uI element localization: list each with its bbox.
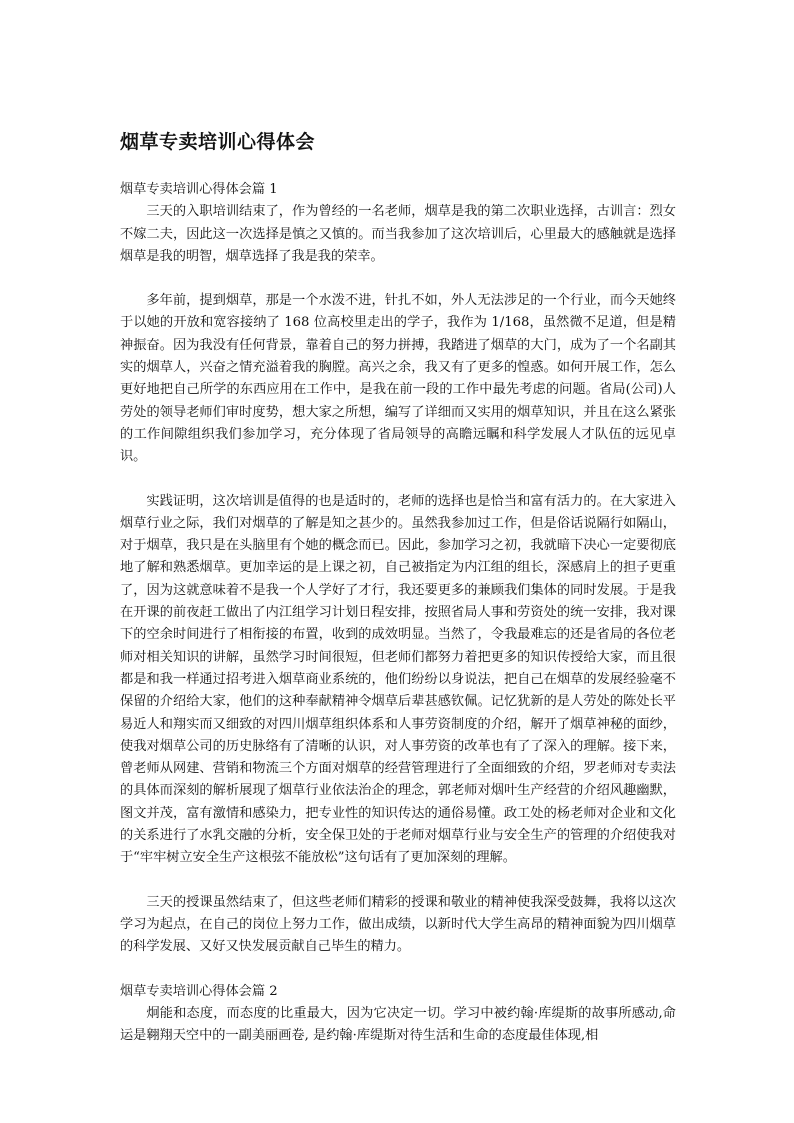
section-heading-1: 烟草专卖培训心得体会篇 1 <box>120 182 278 197</box>
paragraph-spacer <box>120 268 676 290</box>
section-1-paragraph-2: 多年前，提到烟草，那是一个水泼不进，针扎不如，外人无法涉足的一个行业，而今天她终于以她的开放和宽容接纳了 168 位高校里走出的学子，我作为 1/168，虽然微不足道，但是精神振奋。因为我没有任何背景，靠着自己的努力拼搏，我踏进了烟草的大门，成为了一个名副其实的烟草人，兴奋之情充溢着我的胸膛。高兴之余，我又有了更多的惶惑。如何开展工作，怎么更好地把自己所学的东西应用在工作中，是我在前一段的工作中最先考虑的问题。省局(公司)人劳处的领导老师们审时度势，想大家之所想，编写了详细而又实用的烟草知识，并且在这么紧张的工作间隙组织我们参加学习，充分体现了省局领导的高瞻远瞩和科学发展人才队伍的远见卓识。 <box>120 293 676 465</box>
document-title: 烟草专卖培训心得体会 <box>120 131 316 153</box>
section-2-paragraph-1: 炯能和态度，而态度的比重最大，因为它决定一切。学习中被约翰·库缇斯的故事所感动,命运是翱翔天空中的一副美丽画卷, 是约翰·库缇斯对待生活和生命的态度最佳体现,相 <box>120 1005 676 1044</box>
section-1-paragraph-1: 三天的入职培训结束了，作为曾经的一名老师，烟草是我的第二次职业选择，古训言：烈女不嫁二夫，因此这一次选择是慎之又慎的。而当我参加了这次培训后，心里最大的感触就是选择烟草是我的明智，烟草选择了我是我的荣幸。 <box>120 204 676 264</box>
section-1-paragraph-4: 三天的授课虽然结束了，但这些老师们精彩的授课和敬业的精神使我深受鼓舞，我将以这次学习为起点，在自己的岗位上努力工作，做出成绩，以新时代大学生高昂的精神面貌为四川烟草的科学发展、又好又快发展贡献自己毕生的精力。 <box>120 894 676 955</box>
section-heading-2: 烟草专卖培训心得体会篇 2 <box>120 983 278 999</box>
paragraph-spacer <box>120 959 676 981</box>
paragraph-spacer <box>120 469 676 491</box>
paragraph-spacer <box>120 870 676 892</box>
document-body <box>120 179 676 1047</box>
section-1-paragraph-3: 实践证明，这次培训是值得的也是适时的，老师的选择也是恰当和富有活力的。在大家进入烟草行业之际，我们对烟草的了解是知之甚少的。虽然我参加过工作，但是俗话说隔行如隔山，对于烟草，我只是在头脑里有个她的概念而已。因此，参加学习之初，我就暗下决心一定要彻底地了解和熟悉烟草。更加幸运的是上课之初，自己被指定为内江组的组长，深感肩上的担子更重了，因为这就意味着不是我一个人学好了才行，我还要更多的兼顾我们集体的同时发展。于是我在开课的前夜赶工做出了内江组学习计划日程安排，按照省局人事和劳资处的统一安排，我对课下的空余时间进行了相衔接的布置，收到的成效明显。当然了，令我最难忘的还是省局的各位老师对相关知识的讲解，虽然学习时间很短，但老师们都努力着把更多的知识传授给大家，而且很都是和我一样通过招考进入烟草商业系统的，他们纷纷以身说法，把自己在烟草的发展经验毫不保留的介绍给大家，他们的这种奉献精神令烟草后辈甚感钦佩。记忆犹新的是人劳处的陈处长平易近人和翔实而又细致的对四川烟草组织体系和人事劳资制度的介绍，解开了烟草神秘的面纱，使我对烟草公司的历史脉络有了清晰的认识，对人事劳资的改革也有了了深入的理解。接下来，曾老师从网建、营销和物流三个方面对烟草的经营管理进行了全面细致的介绍，罗老师对专卖法的具体而深刻的解析展现了烟草行业依法治企的理念，郭老师对烟叶生产经营的介绍风趣幽默，图文并茂，富有激情和感染力，把专业性的知识传达的通俗易懂。政工处的杨老师对企业和文化的关系进行了水乳交融的分析，安全保卫处的于老师对烟草行业与安全生产的管理的介绍使我对于“牢牢树立安全生产这根弦不能放松”这句话有了更加深刻的理解。 <box>120 493 676 866</box>
